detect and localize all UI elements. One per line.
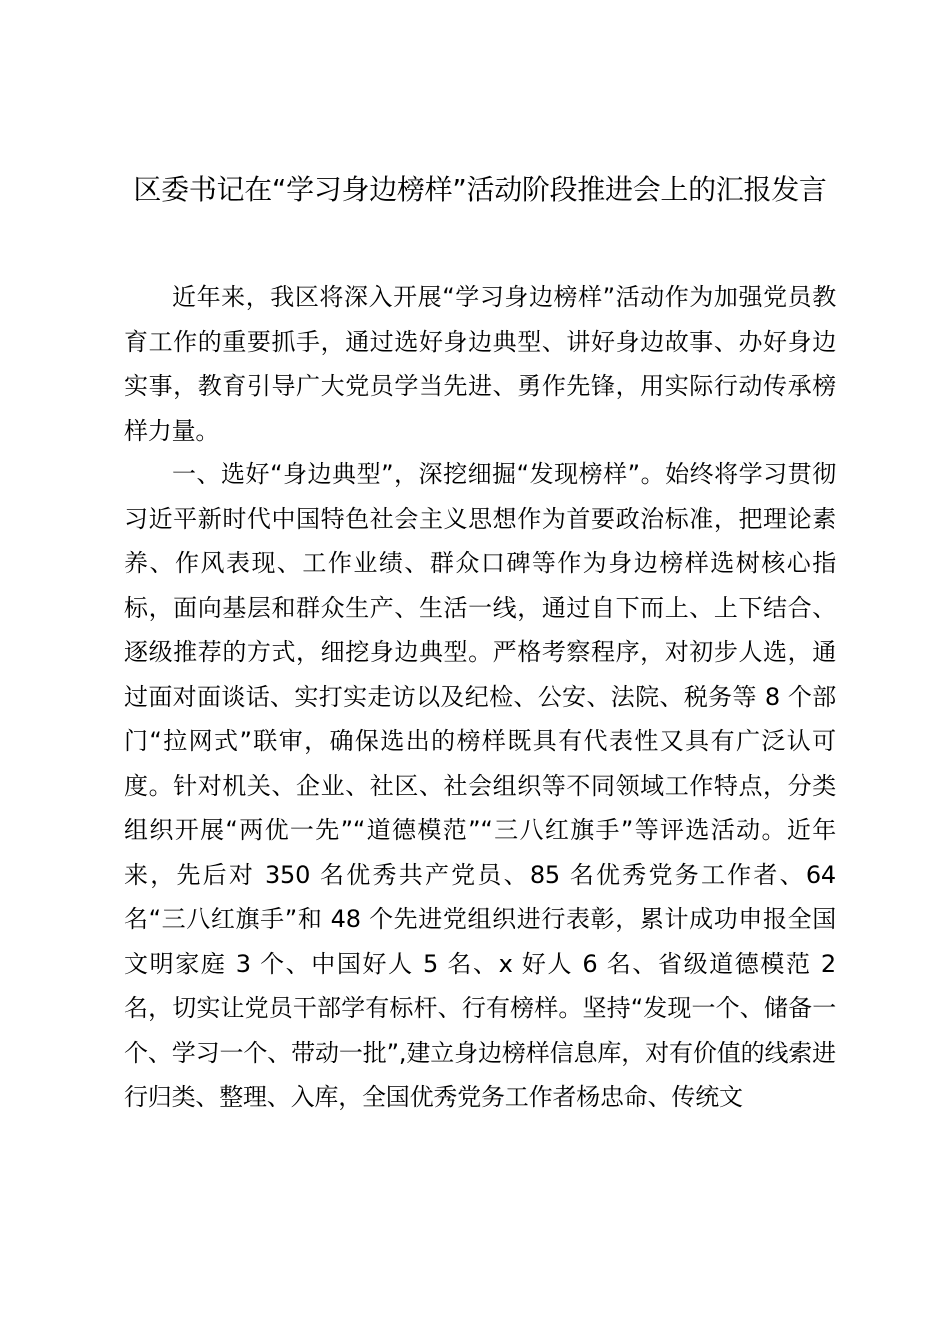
document-title: 区委书记在“学习身边榜样”活动阶段推进会上的汇报发言 [133, 173, 827, 206]
section-one-paragraph: 一、选好“身边典型”，深挖细掘“发现榜样”。始终将学习贯彻习近平新时代中国特色社会主义思想作为首要政治标准，把理论素养、作风表现、工作业绩、群众口碑等作为身边榜样选树核心指标，面向基层和群众生产、生活一线，通过自下而上、上下结合、逐级推荐的方式，细挖身边典型。严格考察程序，对初步人选，通过面对面谈话、实打实走访以及纪检、公安、法院、税务等 8 个部门“拉网式”联审，确保选出的榜样既具有代表性又具有广泛认可度。针对机关、企业、社区、社会组织等不同领域工作特点，分类组织开展“两优一先”“道德模范”“三八红旗手”等评选活动。近年来，先后对 350 名优秀共产党员、85 名优秀党务工作者、64 名“三八红旗手”和 48 个先进党组织进行表彰，累计成功申报全国文明家庭 3 个、中国好人 5 名、x 好人 6 名、省级道德模范 2 名，切实让党员干部学有标杆、行有榜样。坚持“发现一个、储备一个、学习一个、带动一批”,建立身边榜样信息库，对有价值的线索进行归类、整理、入库，全国优秀党务工作者杨忠命、传统文 [124, 460, 836, 1111]
intro-paragraph: 近年来，我区将深入开展“学习身边榜样”活动作为加强党员教育工作的重要抓手，通过选好身边典型、讲好身边故事、办好身边实事，教育引导广大党员学当先进、勇作先锋，用实际行动传承榜样力量。 [124, 283, 836, 445]
